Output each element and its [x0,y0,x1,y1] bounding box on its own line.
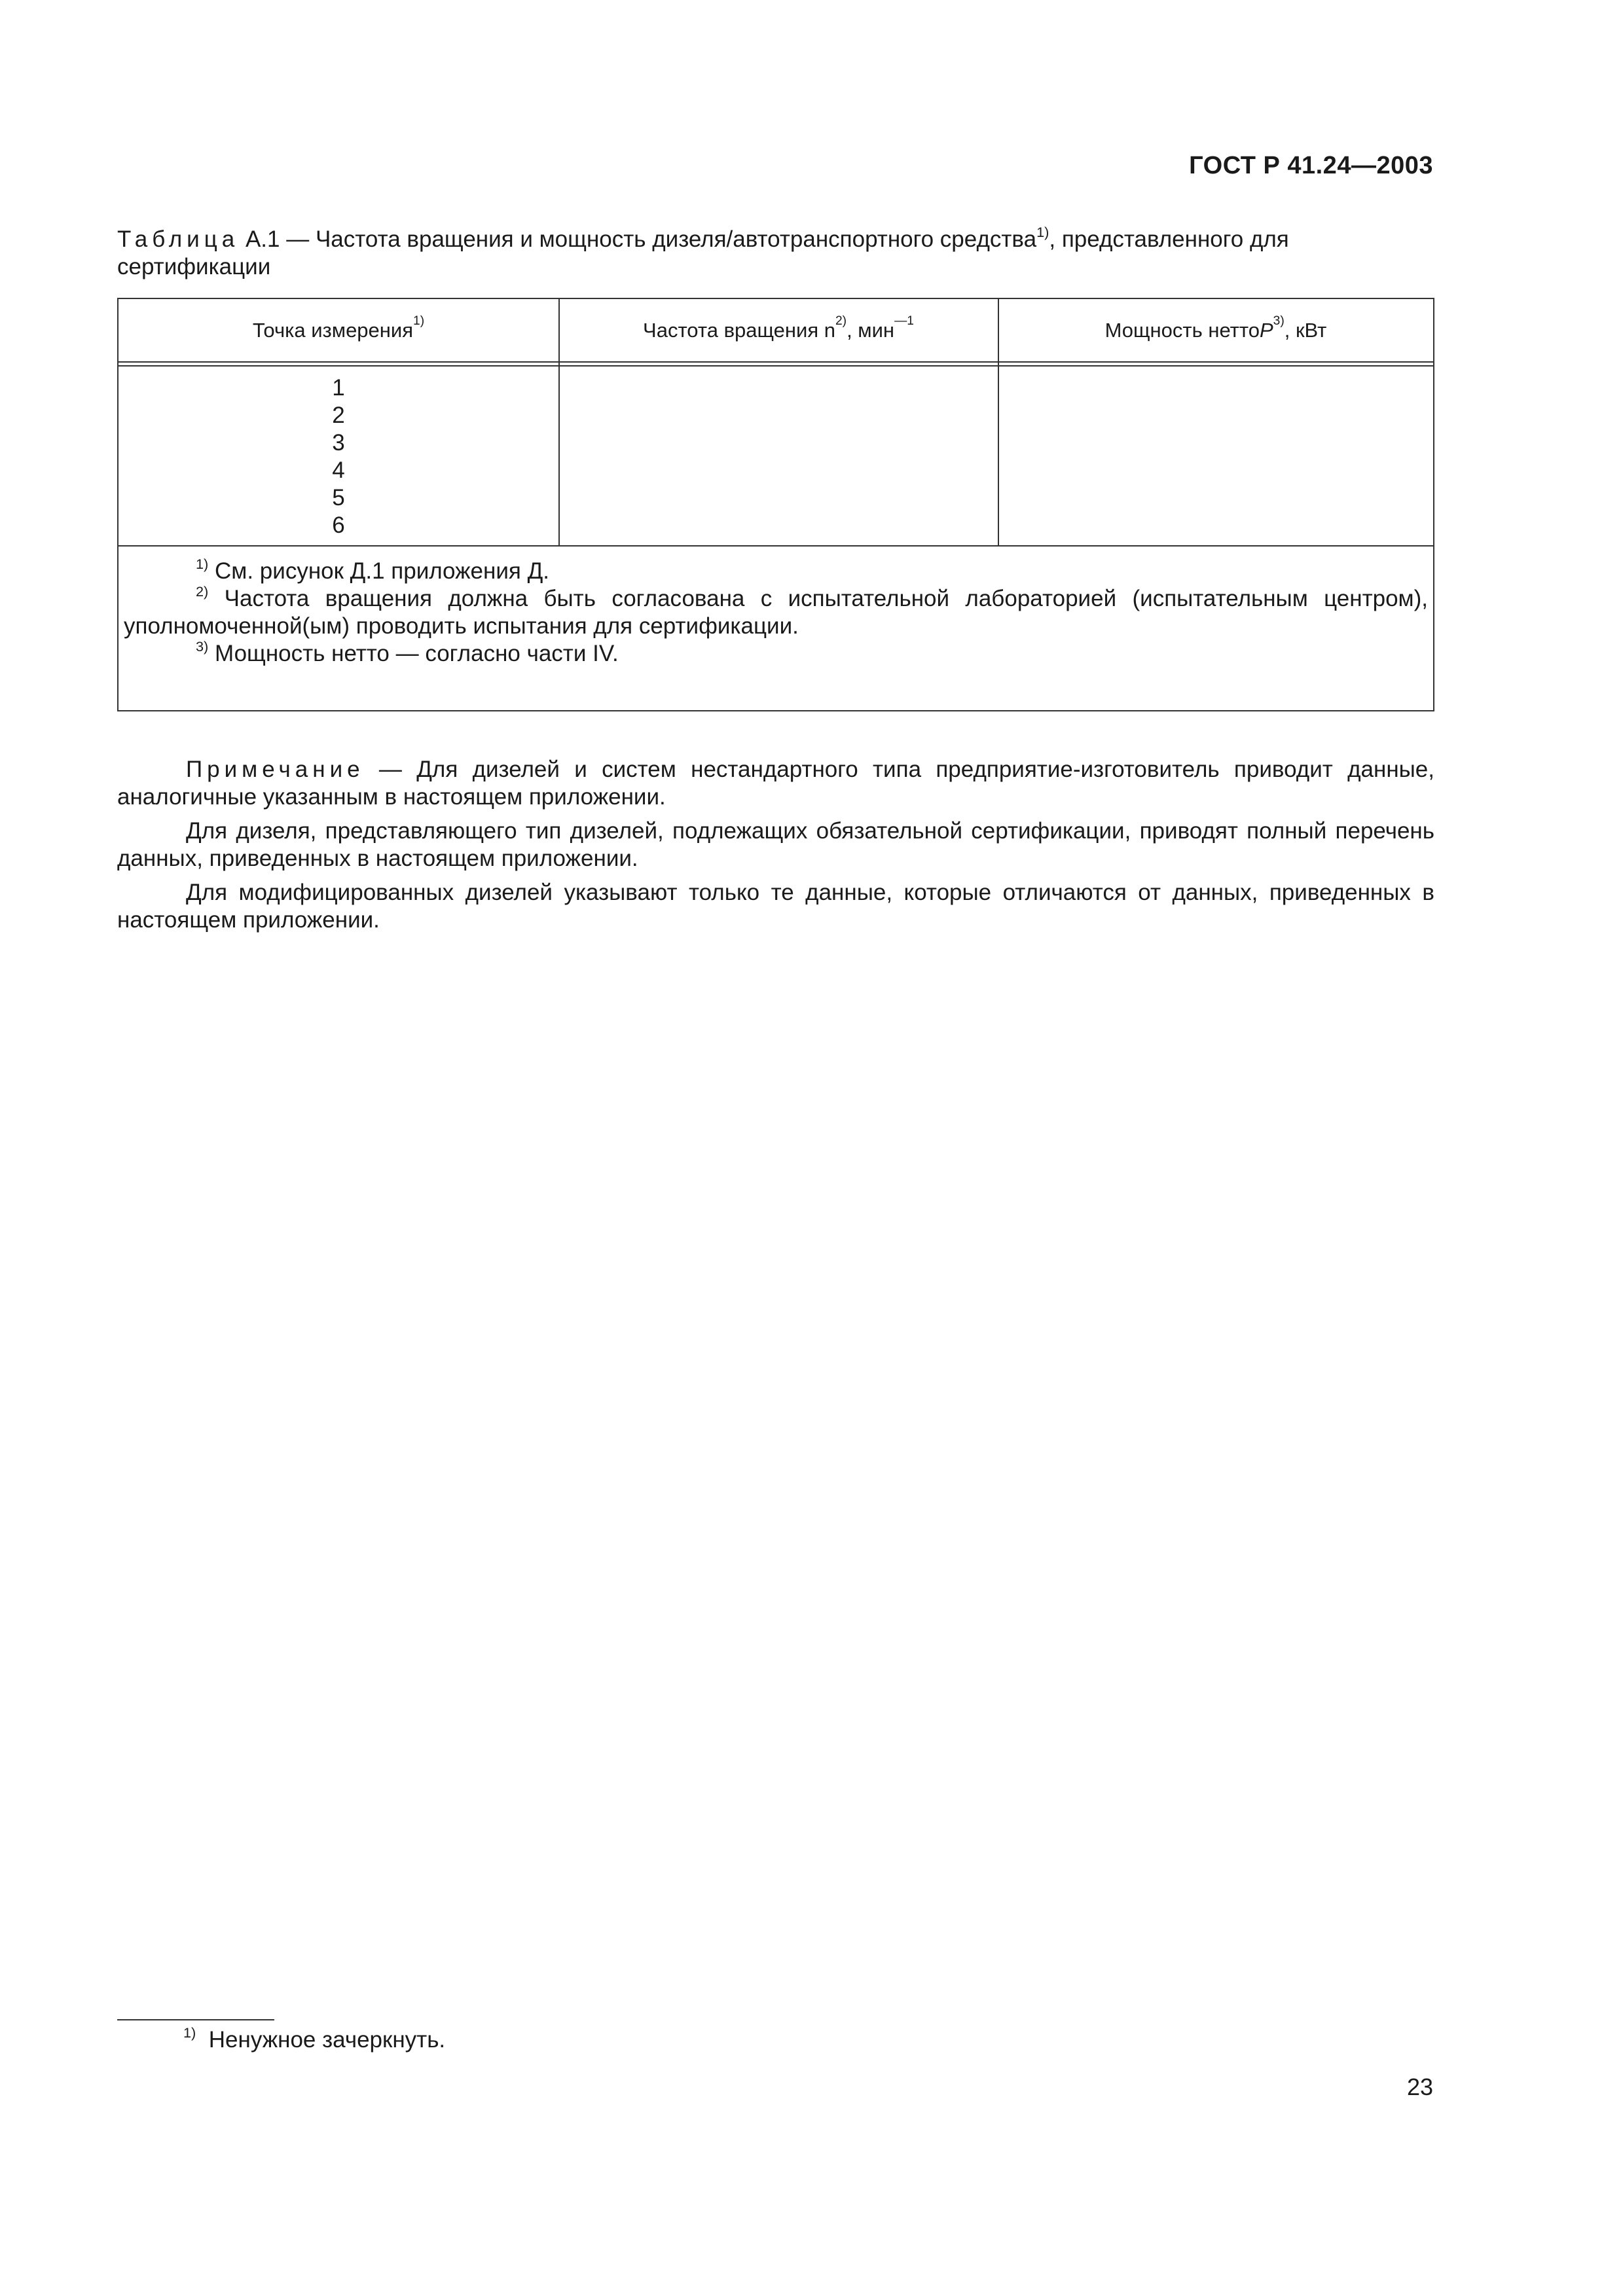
table-note-sup: 3) [196,637,209,655]
column-header-point: Точка измерения $^{1)}$ [252,314,425,342]
table-caption-label: Таблица [117,226,240,252]
header-rule [119,365,1433,367]
measurement-table [117,298,1434,711]
table-caption-text: А.1 — Частота вращения и мощность дизеля/автотранспортного средства [239,226,1037,252]
table-note [124,585,1428,640]
table-note-sup: 2) [196,583,209,600]
document-code-header: ГОСТ Р 41.24—2003 [1189,152,1433,179]
note-label: Примечание [186,757,365,782]
measurement-point: 3 [332,430,345,456]
column-header-power-symbol: P [1259,318,1273,342]
table-caption [117,223,1446,281]
body-text [117,756,1434,941]
header-rule [119,361,1433,363]
column-header-speed: Частота вращения n $^{2)}$ , мин $^{—1}$ [643,314,914,342]
note-paragraph [117,756,1434,811]
table-caption-sup: 1) [1036,223,1049,240]
measurement-point: 4 [332,457,345,483]
footnote-rule [117,2019,274,2020]
measurement-point: 5 [332,485,345,511]
table-note [124,637,1428,668]
column-header-power-label: Мощность нетто [1104,318,1260,342]
measurement-point: 2 [332,403,345,428]
table-notes [124,555,1428,668]
column-header-power: Мощность нетто P $^{3)}$ , кВт [1104,314,1327,342]
column-header-speed-label: Частота вращения n [643,318,835,342]
table-note [124,555,1428,585]
measurement-points [119,374,558,539]
measurement-point: 1 [332,375,345,401]
footnote-sup: 1) [183,2024,196,2041]
table-note-text: Частота вращения должна быть согласована с испытательной лабораторией (испытательным центром), уполномоченной(ым) проводить испытания для сертификации. [124,586,1428,639]
table-note-text: Мощность нетто — согласно части IV. [208,641,619,666]
footnote-text: Ненужное зачеркнуть. [208,2027,446,2053]
column-header-point-label: Точка измерения [252,318,414,342]
table-note-text: См. рисунок Д.1 приложения Д. [208,558,549,584]
footnote [183,2024,446,2053]
page-number: 23 [1406,2073,1433,2100]
paragraph: Для дизеля, представляющего тип дизелей, подлежащих обязательной сертификации, приводят полный перечень данных, приведенных в настоящем приложении. [117,818,1434,871]
table-note-sup: 1) [196,555,209,572]
paragraph: Для модифицированных дизелей указывают только те данные, которые отличаются от данных, приведенных в настоящем приложении. [117,880,1434,933]
column-header-power-unit: , кВт [1284,318,1327,342]
notes-rule [119,545,1433,547]
note-text: — Для дизелей и систем нестандартного типа предприятие-изготовитель приводит данные, аналогичные указанным в настоящем приложении. [117,757,1434,810]
column-header-speed-unit: , мин [847,318,895,342]
measurement-point: 6 [332,512,345,538]
table-caption-tail: , представленного для сертификации [117,226,1289,279]
